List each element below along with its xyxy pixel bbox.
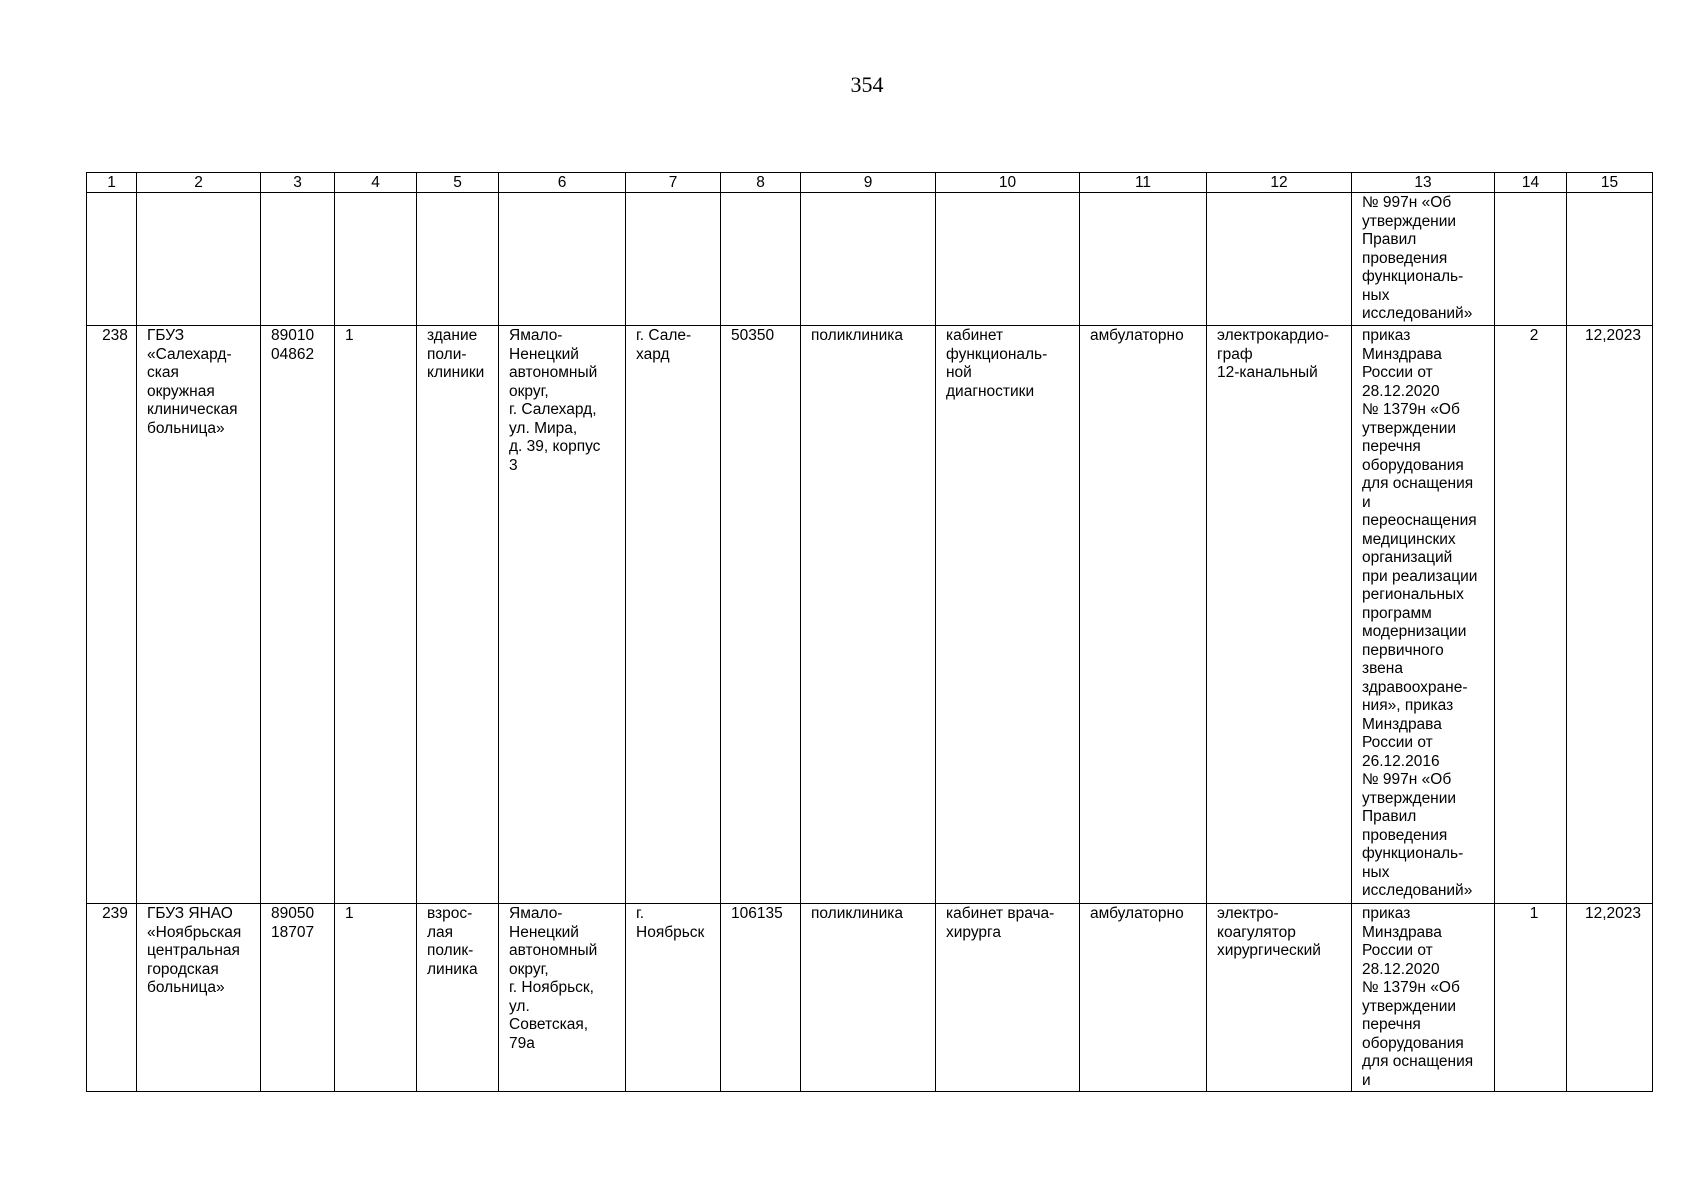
date-cell: 12,2023 xyxy=(1567,326,1653,904)
row-number-cell: 239 xyxy=(87,904,137,1092)
legal-basis-cell: приказ Минздрава России от 28.12.2020 № 1379н «Об утверждении перечня оборудования для оснащения и переоснащения медицинских организаций при реализации региональных программ модернизации первичного звена здравоохране- ния», приказ Минздрава России от 26.12.2016 № 997н «Об утверждении Правил проведения функциональ- ных исследований» xyxy=(1352,326,1495,904)
building-cell xyxy=(417,193,499,326)
column-header: 5 xyxy=(417,173,499,193)
column-header: 2 xyxy=(137,173,261,193)
table-row-continuation xyxy=(87,193,1653,326)
equipment-register-table xyxy=(86,172,1653,1092)
quantity-cell: 2 xyxy=(1495,326,1567,904)
column-header: 8 xyxy=(721,173,801,193)
column-header: 10 xyxy=(936,173,1080,193)
column-header: 1 xyxy=(87,173,137,193)
address-cell: Ямало- Ненецкий автономный округ, г. Ноябрьск, ул. Советская, 79а xyxy=(499,904,626,1092)
equipment-cell xyxy=(1207,193,1352,326)
department-cell xyxy=(936,193,1080,326)
code-cell xyxy=(261,193,335,326)
oktmo-cell: 50350 xyxy=(721,326,801,904)
code-cell: 89010 04862 xyxy=(261,326,335,904)
column-header: 12 xyxy=(1207,173,1352,193)
organization-cell: ГБУЗ «Салехард- ская окружная клиническая больница» xyxy=(137,326,261,904)
building-count-cell xyxy=(335,193,417,326)
department-cell: кабинет функциональ- ной диагностики xyxy=(936,326,1080,904)
table-row xyxy=(87,904,1653,1092)
column-header: 7 xyxy=(626,173,721,193)
oktmo-cell: 106135 xyxy=(721,904,801,1092)
address-cell: Ямало- Ненецкий автономный округ, г. Салехард, ул. Мира, д. 39, корпус 3 xyxy=(499,326,626,904)
column-header: 3 xyxy=(261,173,335,193)
column-header: 13 xyxy=(1352,173,1495,193)
address-cell xyxy=(499,193,626,326)
locality-cell: г. Сале- хард xyxy=(626,326,721,904)
oktmo-cell xyxy=(721,193,801,326)
row-number-cell: 238 xyxy=(87,326,137,904)
unit-type-cell xyxy=(801,193,936,326)
locality-cell: г. Ноябрьск xyxy=(626,904,721,1092)
quantity-cell xyxy=(1495,193,1567,326)
equipment-cell: электро- коагулятор хирургический xyxy=(1207,904,1352,1092)
organization-cell: ГБУЗ ЯНАО «Ноябрьская центральная городская больница» xyxy=(137,904,261,1092)
column-header: 4 xyxy=(335,173,417,193)
locality-cell xyxy=(626,193,721,326)
building-count-cell: 1 xyxy=(335,326,417,904)
column-header: 14 xyxy=(1495,173,1567,193)
organization-cell xyxy=(137,193,261,326)
department-cell: кабинет врача- хирурга xyxy=(936,904,1080,1092)
column-number-header-row xyxy=(87,173,1653,193)
code-cell: 89050 18707 xyxy=(261,904,335,1092)
quantity-cell: 1 xyxy=(1495,904,1567,1092)
page-number: 354 xyxy=(850,72,884,97)
date-cell xyxy=(1567,193,1653,326)
column-header: 6 xyxy=(499,173,626,193)
unit-type-cell: поликлиника xyxy=(801,904,936,1092)
building-cell: взрос- лая полик- линика xyxy=(417,904,499,1092)
building-count-cell: 1 xyxy=(335,904,417,1092)
equipment-cell: электрокардио- граф 12-канальный xyxy=(1207,326,1352,904)
date-cell: 12,2023 xyxy=(1567,904,1653,1092)
legal-basis-cell: приказ Минздрава России от 28.12.2020 № 1379н «Об утверждении перечня оборудования для оснащения и xyxy=(1352,904,1495,1092)
care-form-cell: амбулаторно xyxy=(1080,904,1207,1092)
table-row xyxy=(87,326,1653,904)
care-form-cell xyxy=(1080,193,1207,326)
legal-basis-cell: № 997н «Об утверждении Правил проведения функциональ- ных исследований» xyxy=(1352,193,1495,326)
row-number-cell xyxy=(87,193,137,326)
column-header: 11 xyxy=(1080,173,1207,193)
building-cell: здание поли- клиники xyxy=(417,326,499,904)
column-header: 15 xyxy=(1567,173,1653,193)
unit-type-cell: поликлиника xyxy=(801,326,936,904)
column-header: 9 xyxy=(801,173,936,193)
care-form-cell: амбулаторно xyxy=(1080,326,1207,904)
